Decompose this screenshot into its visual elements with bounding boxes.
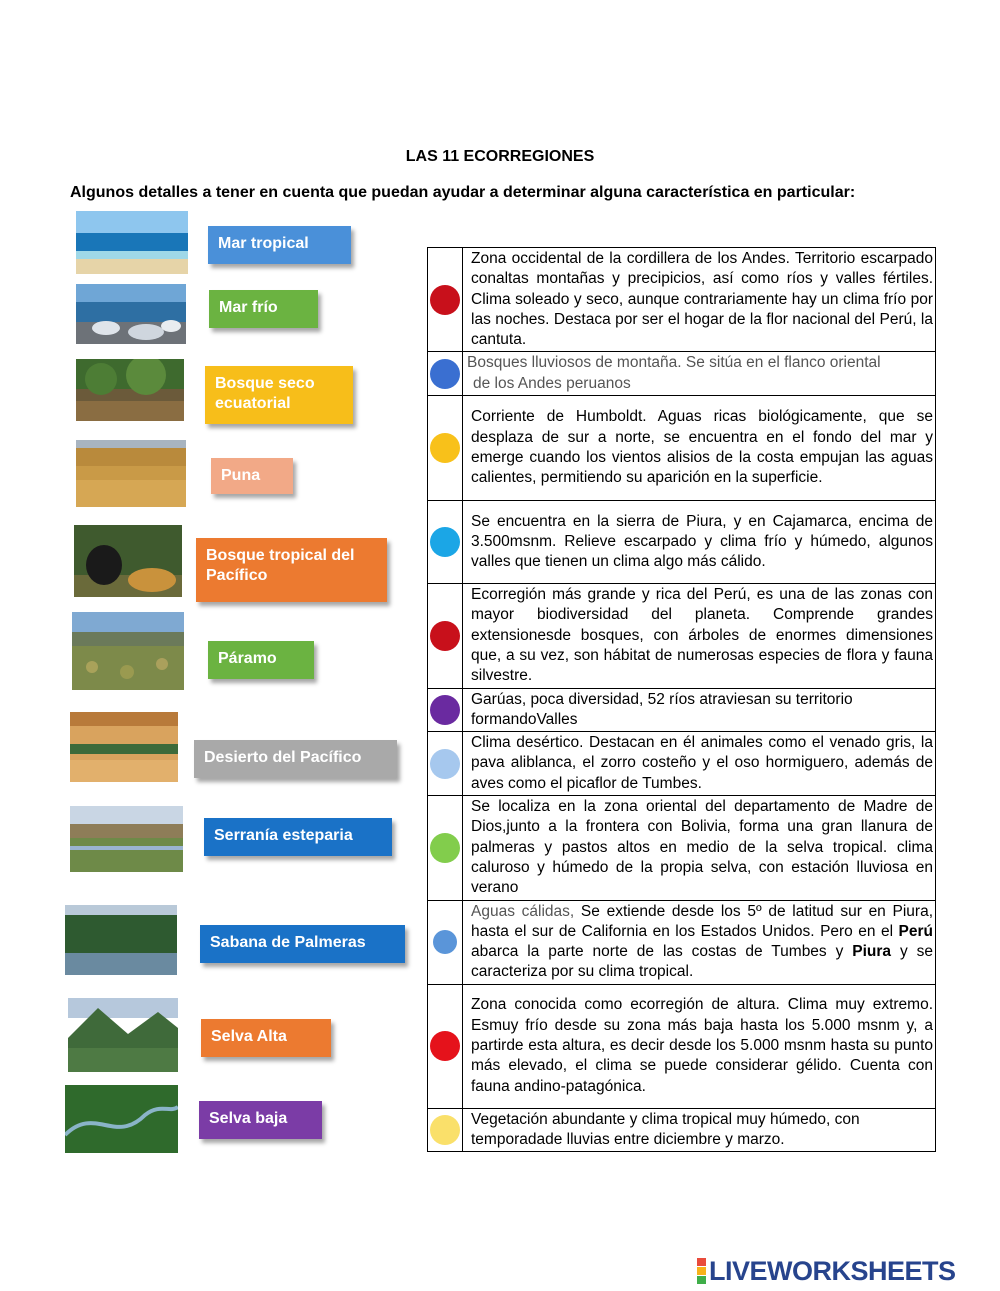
label-sabana-palmeras[interactable]: Sabana de Palmeras [200,925,405,963]
label-mar-tropical[interactable]: Mar tropical [208,226,351,264]
table-row [428,248,936,352]
photo-high-jungle [68,998,178,1072]
photo-pacific-desert [70,712,178,782]
label-desierto-pacifico[interactable]: Desierto del Pacífico [194,740,397,778]
drop-target-dot[interactable] [430,359,460,389]
photo-palm-savanna [65,905,177,975]
table-row [428,1108,936,1152]
description-text: Zona occidental de la cordillera de los Andes. Territorio escarpado conaltas montañas y precipicios, así como ríos y valles fértiles. Clima soleado y seco, aunque contrariamente hay un clima frío por las noches. Destaca por ser el hogar de la flor nacional del Perú, la cantuta. [463,248,936,352]
logo-icon [697,1258,706,1285]
table-row [428,501,936,584]
drop-target-dot[interactable] [430,695,460,725]
drop-target-dot[interactable] [430,285,460,315]
table-row [428,396,936,501]
description-text: Se encuentra en la sierra de Piura, y en Cajamarca, encima de 3.500msnm. Relieve escarpado y clima frío y húmedo, algunos valles que tienen un clima algo más cálido. [463,501,936,584]
photo-tropical-sea [76,211,188,274]
description-text: Zona conocida como ecorregión de altura. Clima muy extremo. Esmuy frío desde su zona más baja hasta los 5.000 msnm y, a partirde esta altura, es decir desde los 5.000 msnm hasta su punto más elevado, el clima se puede considerar gélido. Cuenta con fauna andino-patagónica. [463,984,936,1108]
photo-dry-forest [76,359,184,421]
label-puna[interactable]: Puna [211,458,293,494]
table-row [428,732,936,796]
photo-puna [76,440,186,507]
description-text: Se localiza en la zona oriental del departamento de Madre de Dios,junto a la frontera con Bolivia, forma una gran llanura de palmeras y pastos altos en medio de la selva tropical. clima caluroso y húmedo de la propia selva, con estación lluviosa en verano [463,796,936,900]
description-text: Vegetación abundante y clima tropical muy húmedo, con temporadade lluvias entre diciembre y marzo. [463,1108,936,1152]
photo-steppe-mountains [70,806,183,872]
description-text: Aguas cálidas, Se extiende desde los 5º de latitud sur en Piura, hasta el sur de California en los Estados Unidos. Pero en el Perú abarca la parte norte de las costas de Tumbes y Piura y se caracteriza por su clima tropical. [463,900,936,984]
drop-target-dot[interactable] [430,621,460,651]
photo-paramo [72,612,184,690]
descriptions-table [427,247,936,1152]
table-row [428,688,936,732]
label-bosque-seco-ecuatorial[interactable]: Bosque seco ecuatorial [205,366,353,424]
photo-pacific-tropical-forest [74,525,182,597]
drop-target-dot[interactable] [430,1115,460,1145]
label-mar-frio[interactable]: Mar frío [209,290,318,328]
description-text: Bosques lluviosos de montaña. Se sitúa en el flanco oriental de los Andes peruanos [463,352,936,396]
label-paramo[interactable]: Páramo [208,641,314,679]
drop-target-dot[interactable] [430,1031,460,1061]
drop-target-dot[interactable] [430,527,460,557]
table-row [428,352,936,396]
description-text: Clima desértico. Destacan en él animales como el venado gris, la pava aliblanca, el zorro costeño y el oso hormiguero, además de aves como el picaflor de Tumbes. [463,732,936,796]
logo-text: LIVEWORKSHEETS [709,1255,956,1286]
drop-target-dot[interactable] [430,749,460,779]
label-serrania-esteparia[interactable]: Serranía esteparia [204,818,392,856]
drop-target-dot[interactable] [430,433,460,463]
page-title: LAS 11 ECORREGIONES [405,148,595,165]
description-text: Garúas, poca diversidad, 52 ríos atraviesan su territorio formandoValles [463,688,936,732]
label-selva-baja[interactable]: Selva baja [199,1101,322,1139]
photo-low-jungle [65,1085,178,1153]
description-text: Corriente de Humboldt. Aguas ricas biológicamente, que se desplaza de sur a norte, se encuentra en el fondo del mar y emerge cuando los vientos alisios de la costa empujan las aguas calientes, permitiendo su aparición en la superficie. [463,396,936,501]
page-subtitle: Algunos detalles a tener en cuenta que puedan ayudar a determinar alguna característica en particular: [70,184,856,201]
table-row [428,900,936,984]
drop-target-dot[interactable] [430,833,460,863]
label-bosque-tropical-pacifico[interactable]: Bosque tropical del Pacífico [196,538,387,602]
photo-cold-sea [76,284,186,344]
table-row [428,584,936,688]
liveworksheets-logo [697,1255,956,1287]
table-row [428,796,936,900]
label-selva-alta[interactable]: Selva Alta [201,1019,331,1057]
drop-target-dot[interactable] [433,930,457,954]
table-row [428,984,936,1108]
description-text: Ecorregión más grande y rica del Perú, es una de las zonas con mayor biodiversidad del planeta. Comprende grandes extensionesde bosques, con árboles de enormes dimensiones que, a su vez, son hábitat de numerosas especies de flora y fauna silvestre. [463,584,936,688]
